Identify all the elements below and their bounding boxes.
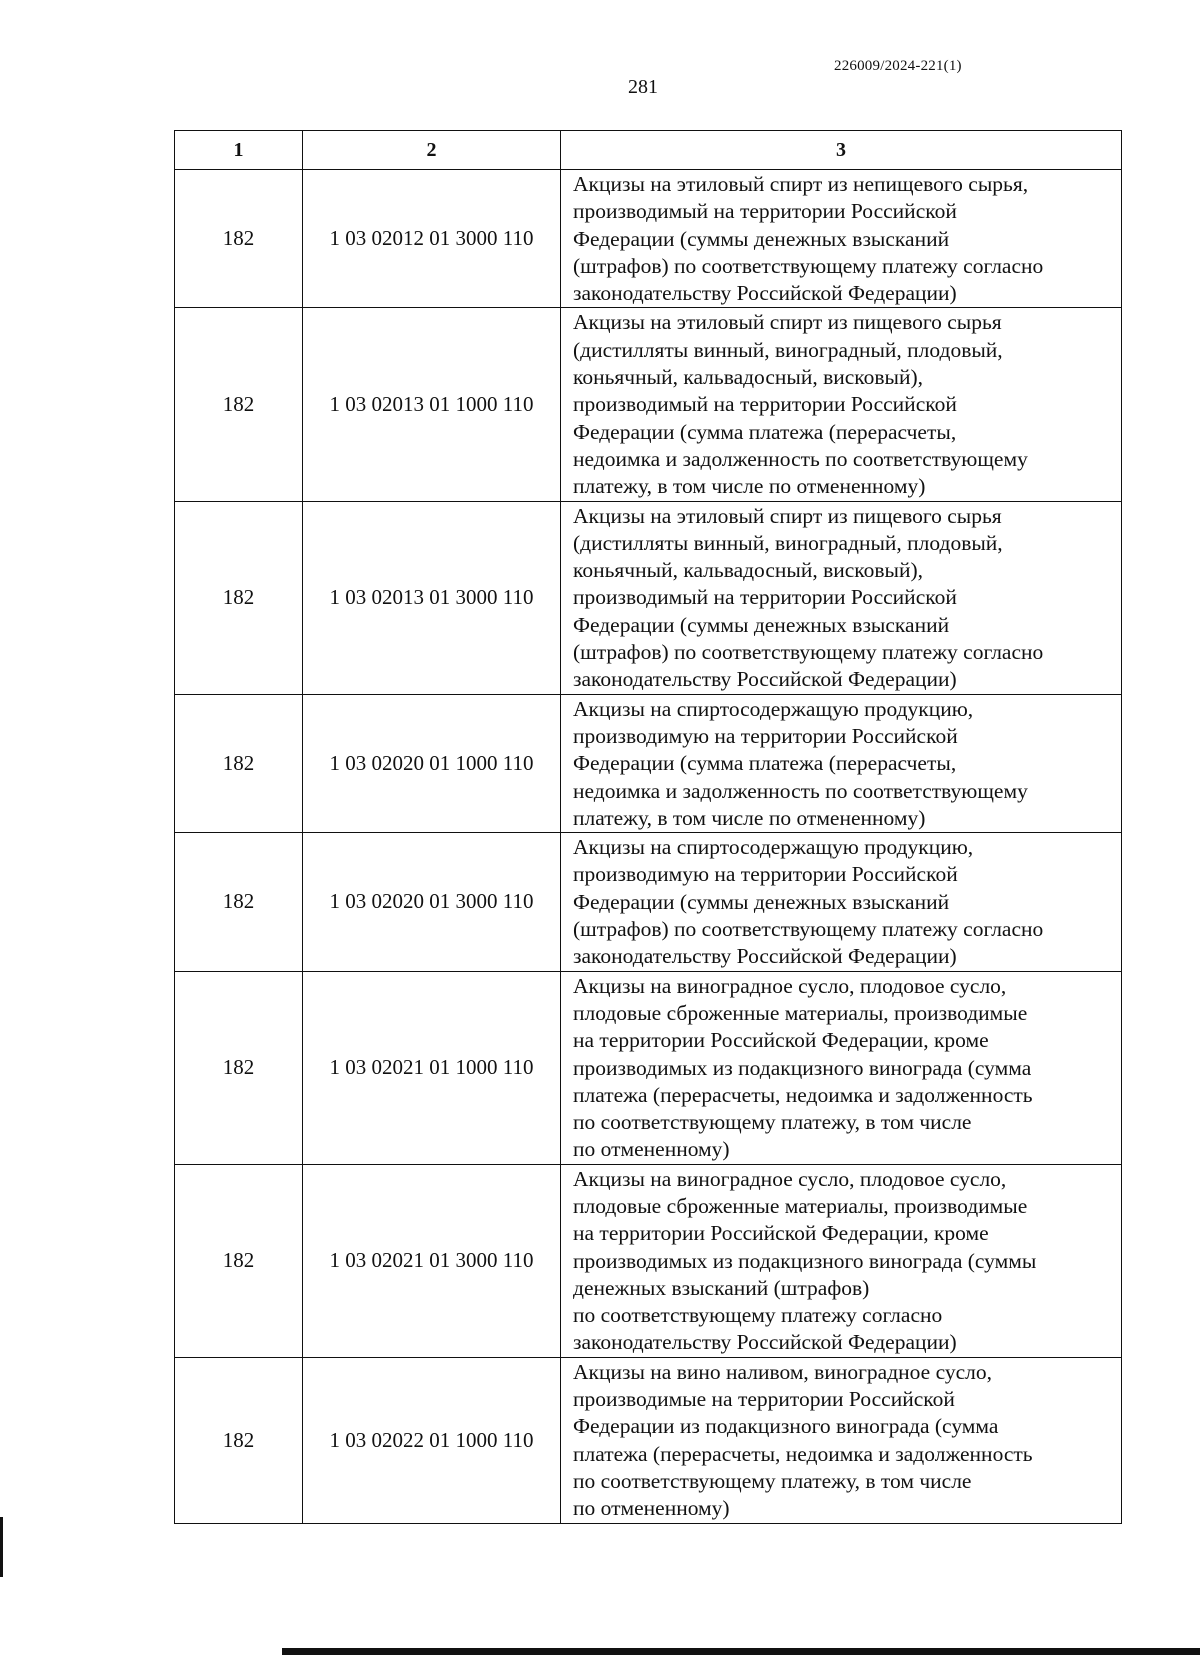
- description-line: Акцизы на вино наливом, виноградное сусло,: [573, 1359, 992, 1384]
- description-line: законодательству Российской Федерации): [573, 281, 957, 306]
- column-header-3: 3: [561, 131, 1122, 170]
- description-line: коньячный, кальвадосный, висковый),: [573, 558, 924, 583]
- column-header-1: 1: [175, 131, 303, 170]
- description-line: производимый на территории Российской: [573, 585, 957, 610]
- description-line: недоимка и задолженность по соответствующему: [573, 778, 1028, 803]
- admin-code-cell: 182: [175, 308, 303, 501]
- admin-code-cell: 182: [175, 694, 303, 832]
- description-line: законодательству Российской Федерации): [573, 944, 957, 969]
- budget-code-cell: 1 03 02012 01 3000 110: [303, 170, 561, 308]
- description-line: Федерации (суммы денежных взысканий: [573, 612, 950, 637]
- description-cell: [561, 694, 1122, 832]
- description-cell: [561, 833, 1122, 971]
- budget-code-cell: 1 03 02022 01 1000 110: [303, 1357, 561, 1523]
- admin-code-cell: 182: [175, 971, 303, 1164]
- admin-code-cell: 182: [175, 1357, 303, 1523]
- description-line: законодательству Российской Федерации): [573, 1330, 957, 1355]
- description-line: Федерации (суммы денежных взысканий: [573, 889, 950, 914]
- description-line: плодовые сброженные материалы, производимые: [573, 1000, 1028, 1025]
- budget-code-cell: 1 03 02021 01 1000 110: [303, 971, 561, 1164]
- description-line: Акцизы на этиловый спирт из непищевого сырья,: [573, 172, 1029, 196]
- document-number: 226009/2024-221(1): [834, 58, 962, 74]
- admin-code-cell: 182: [175, 833, 303, 971]
- table-row: [175, 308, 1122, 501]
- description-line: плодовые сброженные материалы, производимые: [573, 1193, 1028, 1218]
- description-line: по отмененному): [573, 1137, 730, 1162]
- description-line: Акцизы на виноградное сусло, плодовое сусло,: [573, 1166, 1007, 1191]
- table-row: [175, 501, 1122, 694]
- description-line: по отмененному): [573, 1496, 730, 1521]
- budget-code-cell: 1 03 02020 01 3000 110: [303, 833, 561, 971]
- admin-code-cell: 182: [175, 501, 303, 694]
- description-line: Акцизы на спиртосодержащую продукцию,: [573, 696, 974, 721]
- table-row: [175, 971, 1122, 1164]
- description-line: производимую на территории Российской: [573, 723, 958, 748]
- description-line: на территории Российской Федерации, кроме: [573, 1028, 989, 1053]
- description-line: производимых из подакцизного винограда (сумма: [573, 1055, 1032, 1080]
- description-line: платежа (перерасчеты, недоимка и задолженность: [573, 1441, 1033, 1466]
- description-line: (штрафов) по соответствующему платежу согласно: [573, 640, 1044, 665]
- description-cell: [561, 1164, 1122, 1357]
- description-line: платежу, в том числе по отмененному): [573, 805, 926, 830]
- budget-code-cell: 1 03 02021 01 3000 110: [303, 1164, 561, 1357]
- description-line: платежу, в том числе по отмененному): [573, 474, 926, 499]
- description-line: по соответствующему платежу, в том числе: [573, 1110, 972, 1135]
- description-line: Федерации (сумма платежа (перерасчеты,: [573, 751, 957, 776]
- description-line: Акцизы на виноградное сусло, плодовое сусло,: [573, 973, 1007, 998]
- description-line: по соответствующему платежу согласно: [573, 1303, 943, 1328]
- table-header-row: [175, 131, 1122, 170]
- page-number: 281: [628, 76, 658, 98]
- table-row: [175, 170, 1122, 308]
- table-row: [175, 833, 1122, 971]
- description-line: на территории Российской Федерации, кроме: [573, 1221, 989, 1246]
- description-line: Федерации (сумма платежа (перерасчеты,: [573, 419, 957, 444]
- description-line: платежа (перерасчеты, недоимка и задолженность: [573, 1082, 1033, 1107]
- description-line: производимые на территории Российской: [573, 1387, 955, 1412]
- description-line: (штрафов) по соответствующему платежу согласно: [573, 253, 1044, 278]
- description-line: законодательству Российской Федерации): [573, 667, 957, 692]
- table-row: [175, 694, 1122, 832]
- description-line: Акцизы на этиловый спирт из пищевого сырья: [573, 310, 1002, 335]
- description-cell: [561, 1357, 1122, 1523]
- description-line: производимых из подакцизного винограда (суммы: [573, 1248, 1037, 1273]
- description-line: Федерации (суммы денежных взысканий: [573, 226, 950, 251]
- description-cell: [561, 170, 1122, 308]
- description-line: производимый на территории Российской: [573, 199, 957, 224]
- scan-bottom-bar: [282, 1648, 1200, 1655]
- column-header-2: 2: [303, 131, 561, 170]
- table-row: [175, 1357, 1122, 1523]
- description-line: производимую на территории Российской: [573, 862, 958, 887]
- description-line: недоимка и задолженность по соответствующему: [573, 446, 1028, 471]
- description-line: (дистилляты винный, виноградный, плодовый,: [573, 530, 1003, 555]
- description-line: Акцизы на этиловый спирт из пищевого сырья: [573, 503, 1002, 528]
- description-line: (дистилляты винный, виноградный, плодовый,: [573, 337, 1003, 362]
- budget-codes-table: [174, 130, 1122, 1524]
- admin-code-cell: 182: [175, 170, 303, 308]
- description-cell: [561, 308, 1122, 501]
- budget-code-cell: 1 03 02013 01 1000 110: [303, 308, 561, 501]
- description-line: производимый на территории Российской: [573, 392, 957, 417]
- budget-code-cell: 1 03 02020 01 1000 110: [303, 694, 561, 832]
- scan-edge-mark: [0, 1517, 3, 1577]
- description-line: Федерации из подакцизного винограда (сумма: [573, 1414, 999, 1439]
- budget-code-cell: 1 03 02013 01 3000 110: [303, 501, 561, 694]
- table-row: [175, 1164, 1122, 1357]
- description-cell: [561, 971, 1122, 1164]
- description-line: Акцизы на спиртосодержащую продукцию,: [573, 835, 974, 860]
- description-line: по соответствующему платежу, в том числе: [573, 1468, 972, 1493]
- admin-code-cell: 182: [175, 1164, 303, 1357]
- description-line: (штрафов) по соответствующему платежу согласно: [573, 917, 1044, 942]
- description-cell: [561, 501, 1122, 694]
- description-line: коньячный, кальвадосный, висковый),: [573, 365, 924, 390]
- description-line: денежных взысканий (штрафов): [573, 1275, 870, 1300]
